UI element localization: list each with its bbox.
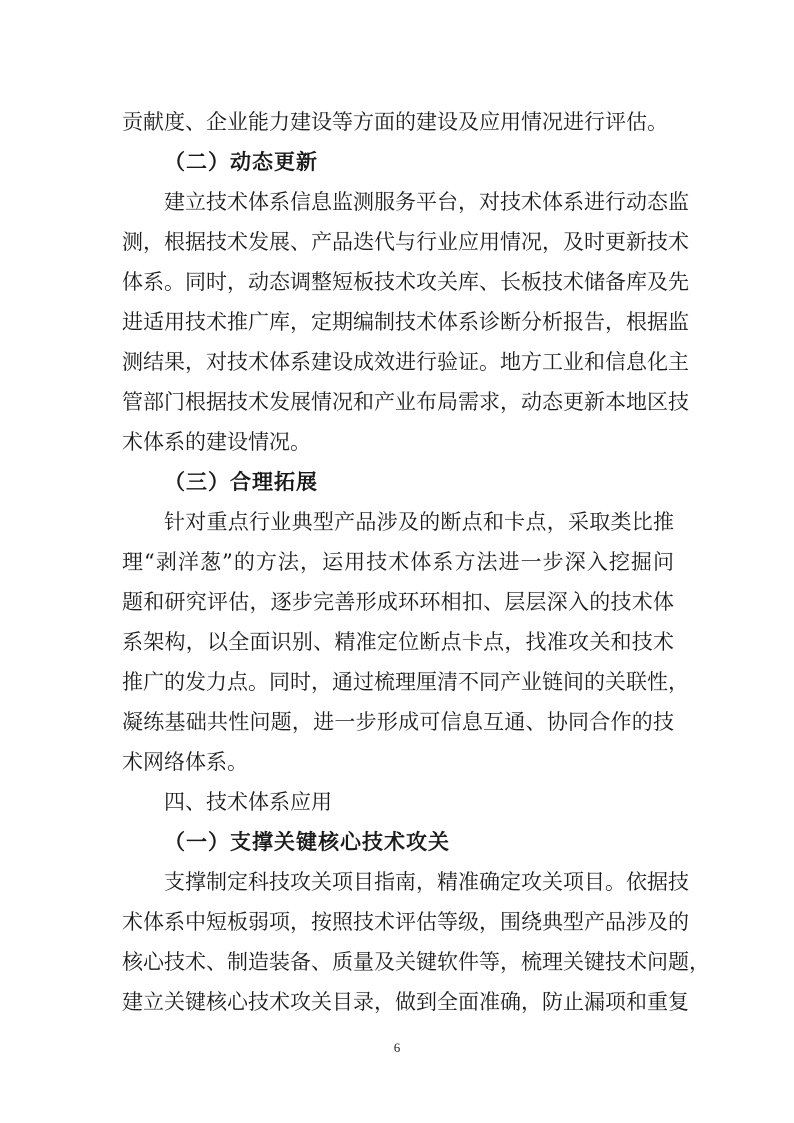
paragraph-line: 理“剥洋葱”的方法，运用技术体系方法进一步深入挖掘问 bbox=[122, 550, 674, 574]
page-number: 6 bbox=[393, 1040, 401, 1055]
paragraph-line: 贡献度、企业能力建设等方面的建设及应用情况进行评估。 bbox=[122, 110, 668, 134]
paragraph-line: 针对重点行业典型产品涉及的断点和卡点，采取类比推 bbox=[164, 510, 674, 534]
paragraph-line: 进适用技术推广库，定期编制技术体系诊断分析报告，根据监 bbox=[122, 310, 689, 334]
paragraph-line: 凝练基础共性问题，进一步形成可信息互通、协同合作的技 bbox=[122, 710, 674, 734]
subheading-reasonable-expansion: （三）合理拓展 bbox=[164, 469, 318, 494]
paragraph-key-core-tech bbox=[122, 862, 710, 1022]
subheading-dynamic-update: （二）动态更新 bbox=[164, 149, 318, 174]
paragraph-line: 题和研究评估，逐步完善形成环环相扣、层层深入的技术体 bbox=[122, 590, 674, 614]
paragraph-line: 系架构，以全面识别、精准定位断点卡点，找准攻关和技术 bbox=[122, 630, 674, 654]
paragraph-line: 推广的发力点。同时，通过梳理厘清不同产业链间的关联性， bbox=[122, 670, 689, 694]
paragraph-reasonable-expansion bbox=[122, 502, 689, 782]
subheading-key-core-tech: （一）支撑关键核心技术攻关 bbox=[164, 829, 450, 854]
paragraph-line: 测，根据技术发展、产品迭代与行业应用情况，及时更新技术 bbox=[122, 230, 689, 254]
section-heading-tech-system-application: 四、技术体系应用 bbox=[164, 790, 332, 814]
paragraph-line: 核心技术、制造装备、质量及关键软件等，梳理关键技术问题， bbox=[122, 950, 710, 974]
paragraph-line: 术体系的建设情况。 bbox=[122, 430, 311, 454]
paragraph-line: 建立关键核心技术攻关目录，做到全面准确，防止漏项和重复 bbox=[122, 990, 689, 1014]
document-page bbox=[122, 102, 710, 1022]
paragraph-line: 体系。同时，动态调整短板技术攻关库、长板技术储备库及先 bbox=[122, 270, 689, 294]
paragraph-line: 管部门根据技术发展情况和产业布局需求，动态更新本地区技 bbox=[122, 390, 689, 414]
paragraph-line: 建立技术体系信息监测服务平台，对技术体系进行动态监 bbox=[164, 190, 689, 214]
paragraph-dynamic-update bbox=[122, 182, 689, 462]
paragraph-line: 支撑制定科技攻关项目指南，精准确定攻关项目。依据技 bbox=[164, 870, 689, 894]
paragraph-line: 术体系中短板弱项，按照技术评估等级，围绕典型产品涉及的 bbox=[122, 910, 689, 934]
paragraph-line: 术网络体系。 bbox=[122, 750, 248, 774]
paragraph-line: 测结果，对技术体系建设成效进行验证。地方工业和信息化主 bbox=[122, 350, 689, 374]
